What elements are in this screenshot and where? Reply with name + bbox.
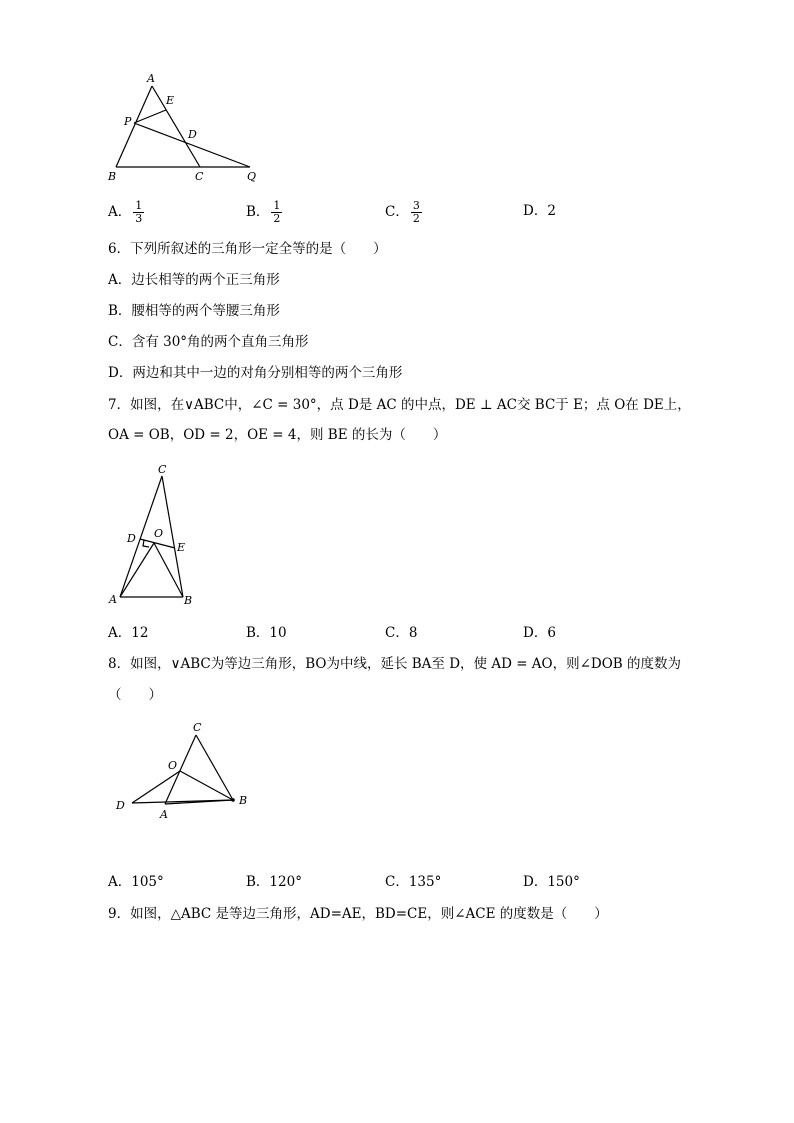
q6-option-c: C．含有 30°角的两个直角三角形 <box>108 334 309 350</box>
q5-option-c-fraction: $\frac{3}{2}$ <box>412 199 420 225</box>
q6-option-b: B．腰相等的两个等腰三角形 <box>108 303 280 319</box>
fig7-label-B: B <box>184 594 193 607</box>
fig7-label-A: A <box>109 593 117 606</box>
fig8-label-D: D <box>116 799 125 812</box>
fig8-label-A: A <box>160 808 168 821</box>
q6-stem: 6．下列所叙述的三角形一定全等的是（ ） <box>108 241 387 257</box>
fig5-label-A: A <box>147 72 155 85</box>
fig8-label-C: C <box>193 721 202 734</box>
fig5-label-P: P <box>124 115 132 128</box>
q6-option-d: D．两边和其中一边的对角分别相等的两个三角形 <box>108 365 403 381</box>
q7-option-a: A．12 <box>108 625 149 641</box>
q7-option-c: C．8 <box>385 625 418 641</box>
fig5-label-Q: Q <box>247 170 257 183</box>
fig5-label-E: E <box>166 94 175 107</box>
q7-stem-line1: 7．如图，在∨ABC中，∠C = 30°，点 D是 AC 的中点，DE ⊥ AC交 BC于 E；点 O在 DE上， <box>108 397 691 413</box>
q7-option-b: B．10 <box>246 625 287 641</box>
q8-stem-line2: （ ） <box>108 687 162 703</box>
q5-option-a-fraction: $\frac{1}{3}$ <box>135 199 143 225</box>
fig7-label-E: E <box>177 541 186 554</box>
figure-q5 <box>100 68 270 183</box>
fig5-label-D: D <box>188 128 197 141</box>
q8-option-c: C．135° <box>385 874 442 890</box>
q8-stem-line1: 8．如图，∨ABC为等边三角形，BO为中线，延长 BA至 D，使 AD = AO，则∠DOB 的度数为 <box>108 656 682 672</box>
fig8-label-O: O <box>168 759 178 772</box>
q7-stem-line2: OA = OB，OD = 2，OE = 4，则 BE 的长为（ ） <box>108 427 447 443</box>
q5-option-d: D．2 <box>523 203 556 219</box>
fig5-label-C: C <box>195 170 204 183</box>
q8-option-a: A．105° <box>108 874 164 890</box>
q5-option-b-fraction: $\frac{1}{2}$ <box>273 199 281 225</box>
q8-option-b: B．120° <box>246 874 302 890</box>
q8-option-d: D．150° <box>523 874 580 890</box>
q7-option-d: D．6 <box>523 625 556 641</box>
q5-option-b: B． $\frac{1}{2}$ <box>246 199 281 225</box>
q6-option-a: A．边长相等的两个正三角形 <box>108 272 280 288</box>
q9-stem: 9．如图，△ABC 是等边三角形，AD=AE，BD=CE，则∠ACE 的度数是（ ） <box>108 906 608 922</box>
fig7-label-D: D <box>127 532 136 545</box>
fig5-label-B: B <box>108 170 117 183</box>
fig7-label-O: O <box>154 527 164 540</box>
q5-option-a: A． $\frac{1}{3}$ <box>108 199 143 225</box>
figure-q7 <box>100 460 210 610</box>
fig8-label-B: B <box>239 794 248 807</box>
q5-option-c: C． $\frac{3}{2}$ <box>385 199 420 225</box>
figure-q8 <box>110 720 260 830</box>
fig7-label-C: C <box>158 463 167 476</box>
